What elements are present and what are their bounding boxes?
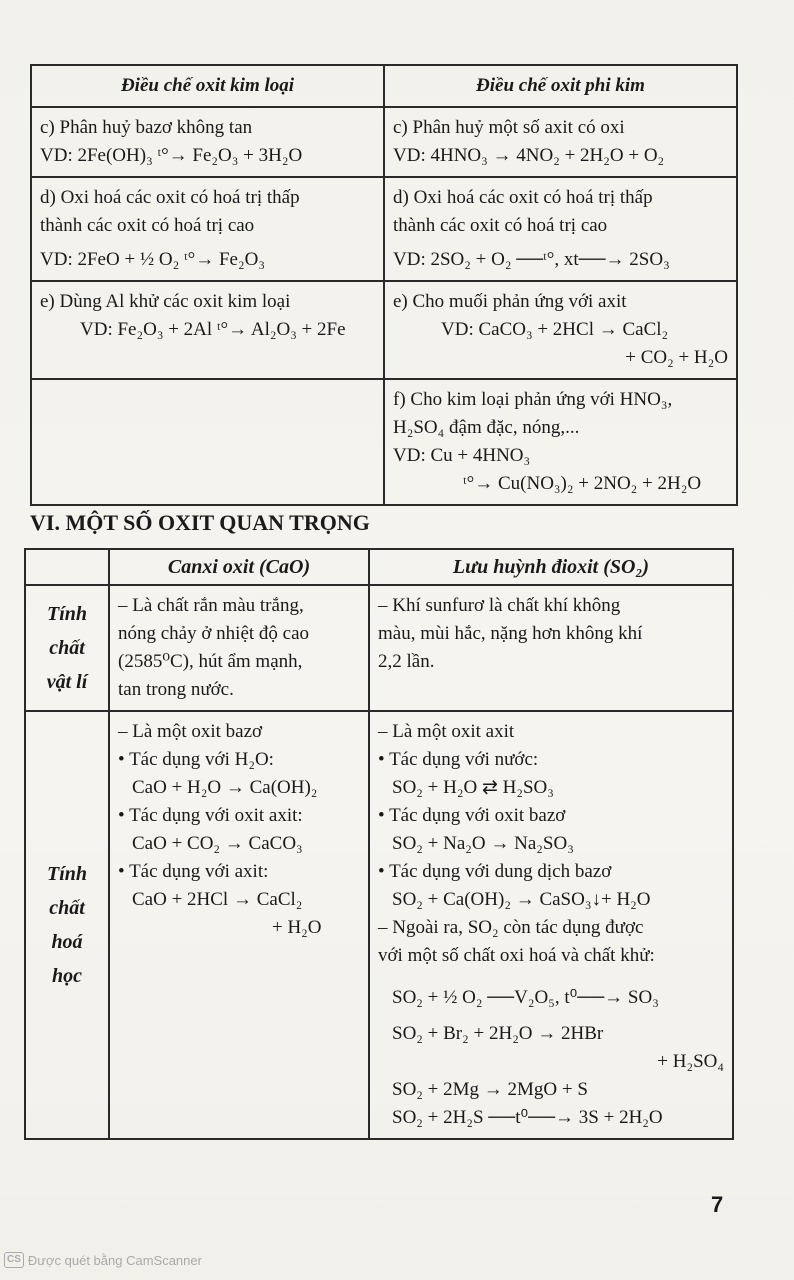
cell-equation: VD: 2FeO + ½ O₂ ᵗ°→ Fe₂O₃ xyxy=(40,249,265,270)
cell-cao-chemical xyxy=(109,711,369,1139)
table-header-row xyxy=(25,549,733,585)
cell-equation: CaO + 2HCl → CaCl₂ xyxy=(132,889,303,910)
cell-equation: VD: 2SO₂ + O₂ ──ᵗ°, xt──→ 2SO₃ xyxy=(393,249,670,270)
cell-line: c) Phân huỷ bazơ không tan xyxy=(40,117,253,138)
cell-equation: ᵗ°→ Cu(NO₃)₂ + 2NO₂ + 2H₂O xyxy=(463,473,702,494)
page-number: 7 xyxy=(711,1192,724,1217)
bullet-item: • Tác dụng với axit: xyxy=(118,858,360,886)
header-empty xyxy=(25,549,109,585)
cell-left-empty xyxy=(31,379,384,505)
row-label-line: Tính xyxy=(46,863,88,885)
cell-equation: SO₂ + 2Mg → 2MgO + S xyxy=(392,1079,588,1100)
bullet-item: • Tác dụng với nước: xyxy=(378,746,724,774)
cell-left xyxy=(31,281,384,379)
cell-line: c) Phân huỷ một số axit có oxi xyxy=(393,117,625,138)
cell-equation: + H₂O xyxy=(272,917,322,938)
cell-equation: + CO₂ + H₂O xyxy=(625,347,728,368)
cell-right xyxy=(384,281,737,379)
cell-line: d) Oxi hoá các oxit có hoá trị thấp xyxy=(393,187,653,208)
cell-so2-chemical xyxy=(369,711,733,1139)
cell-cao-physical xyxy=(109,585,369,711)
header-metal-oxide: Điều chế oxit kim loại xyxy=(31,65,384,107)
row-label-line: hoá xyxy=(51,931,83,953)
cell-line: (2585⁰C), hút ẩm mạnh, xyxy=(118,651,303,672)
cell-line: thành các oxit có hoá trị cao xyxy=(40,215,255,236)
cell-line: nóng chảy ở nhiệt độ cao xyxy=(118,623,310,644)
table-row xyxy=(31,177,737,281)
cell-line: – Khí sunfurơ là chất khí không xyxy=(378,595,621,616)
cell-line: H₂SO₄ đậm đặc, nóng,... xyxy=(393,417,580,438)
cell-equation: SO₂ + Na₂O → Na₂SO₃ xyxy=(392,833,574,854)
cell-line: – Là chất rắn màu trắng, xyxy=(118,595,304,616)
row-label-line: Tính xyxy=(46,603,88,625)
cell-line: 2,2 lần. xyxy=(378,651,435,672)
cell-line: thành các oxit có hoá trị cao xyxy=(393,215,608,236)
cell-right xyxy=(384,379,737,505)
cell-equation: VD: Fe₂O₃ + 2Al ᵗ°→ Al₂O₃ + 2Fe xyxy=(80,319,346,340)
cell-equation: VD: Cu + 4HNO₃ xyxy=(393,445,531,466)
header-cao: Canxi oxit (CaO) xyxy=(109,549,369,585)
cell-line: – Ngoài ra, SO₂ còn tác dụng được xyxy=(378,917,644,938)
cell-right xyxy=(384,107,737,177)
cell-line: e) Dùng Al khử các oxit kim loại xyxy=(40,291,291,312)
table-row xyxy=(31,107,737,177)
cell-equation: + H₂SO₄ xyxy=(657,1051,724,1072)
cell-line: – Là một oxit axit xyxy=(378,721,515,742)
cell-equation: SO₂ + Br₂ + 2H₂O → 2HBr xyxy=(392,1023,604,1044)
row-label-chemical xyxy=(25,711,109,1139)
table-row-physical xyxy=(25,585,733,711)
cell-equation: SO₂ + H₂O ⇄ H₂SO₃ xyxy=(392,777,554,798)
header-so2: Lưu huỳnh đioxit (SO₂) xyxy=(369,549,733,585)
important-oxides-table xyxy=(24,548,734,1140)
scanner-watermark xyxy=(4,1252,202,1268)
row-label-line: vật lí xyxy=(46,671,88,693)
row-label-line: chất xyxy=(49,897,85,919)
cell-equation: CaO + H₂O → Ca(OH)₂ xyxy=(132,777,318,798)
cell-equation: CaO + CO₂ → CaCO₃ xyxy=(132,833,303,854)
camscanner-logo-icon: CS xyxy=(4,1252,24,1268)
cell-line: màu, mùi hắc, nặng hơn không khí xyxy=(378,623,643,644)
bullet-item: • Tác dụng với oxit axit: xyxy=(118,802,360,830)
cell-left xyxy=(31,107,384,177)
cell-so2-physical xyxy=(369,585,733,711)
table-row xyxy=(31,379,737,505)
cell-equation: VD: 2Fe(OH)₃ ᵗ°→ Fe₂O₃ + 3H₂O xyxy=(40,145,303,166)
cell-line: f) Cho kim loại phản ứng với HNO₃, xyxy=(393,389,673,410)
table-row xyxy=(31,281,737,379)
table-row-chemical xyxy=(25,711,733,1139)
row-label-line: chất xyxy=(49,637,85,659)
cell-right xyxy=(384,177,737,281)
bullet-item: • Tác dụng với oxit bazơ xyxy=(378,802,724,830)
cell-line: e) Cho muối phản ứng với axit xyxy=(393,291,627,312)
cell-line: – Là một oxit bazơ xyxy=(118,721,263,742)
bullet-item: • Tác dụng với dung dịch bazơ xyxy=(378,858,724,886)
cell-equation: SO₂ + Ca(OH)₂ → CaSO₃↓+ H₂O xyxy=(392,889,651,910)
cell-left xyxy=(31,177,384,281)
cell-equation: VD: 4HNO₃ → 4NO₂ + 2H₂O + O₂ xyxy=(393,145,665,166)
row-label-line: học xyxy=(52,965,82,987)
watermark-text: Được quét bằng CamScanner xyxy=(27,1252,202,1268)
header-nonmetal-oxide: Điều chế oxit phi kim xyxy=(384,65,737,107)
cell-equation: SO₂ + 2H₂S ──t⁰──→ 3S + 2H₂O xyxy=(392,1107,663,1128)
cell-line: với một số chất oxi hoá và chất khử: xyxy=(378,945,655,966)
cell-line: d) Oxi hoá các oxit có hoá trị thấp xyxy=(40,187,300,208)
row-label-physical xyxy=(25,585,109,711)
cell-equation: VD: CaCO₃ + 2HCl → CaCl₂ xyxy=(441,319,669,340)
section-title: VI. MỘT SỐ OXIT QUAN TRỌNG xyxy=(30,510,370,535)
cell-line: tan trong nước. xyxy=(118,679,234,700)
cell-equation: SO₂ + ½ O₂ ──V₂O₅, t⁰──→ SO₃ xyxy=(392,987,659,1008)
bullet-item: • Tác dụng với H₂O: xyxy=(118,746,360,774)
preparation-table xyxy=(30,64,738,506)
table-header-row xyxy=(31,65,737,107)
